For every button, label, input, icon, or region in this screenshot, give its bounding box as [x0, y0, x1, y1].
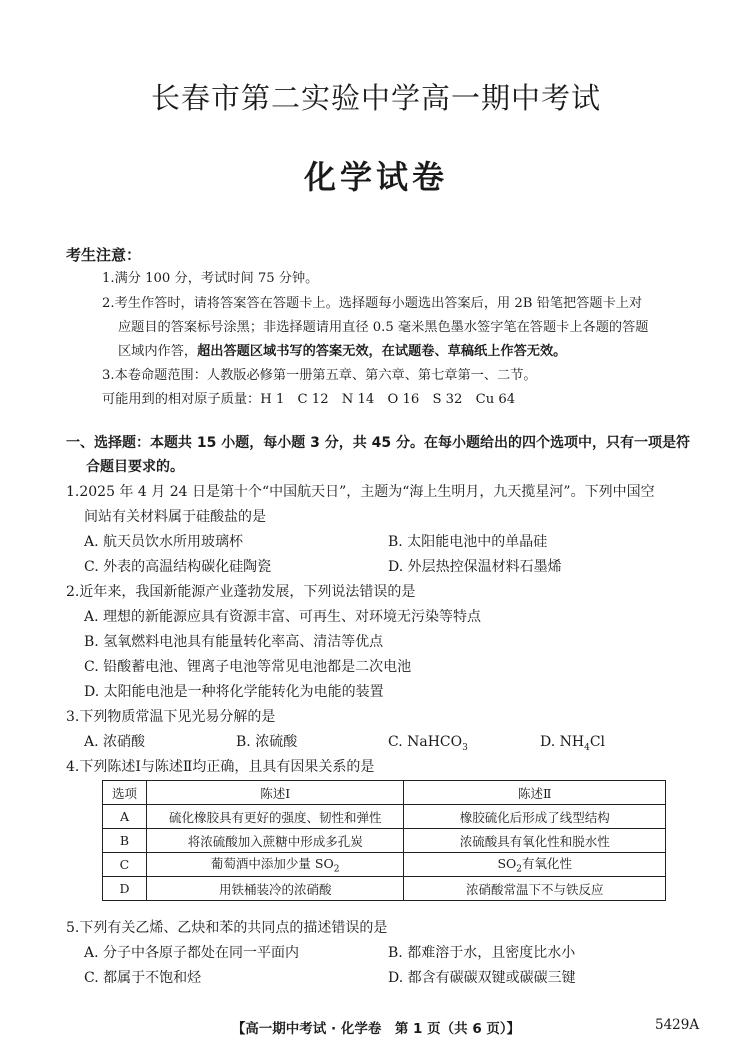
row-statement-2: 浓硫酸具有氧化性和脱水性 — [404, 829, 666, 853]
q1-stem-cont: 间站有关材料属于硅酸盐的是 — [84, 509, 266, 525]
subject-title: 化学试卷 — [303, 158, 448, 196]
q1-option-d: D. 外层热控保温材料石墨烯 — [388, 559, 562, 575]
row-c-s2-text: SO — [497, 856, 517, 872]
q2-option-a: A. 理想的新能源应具有资源丰富、可再生、对环境无污染等特点 — [84, 609, 482, 625]
q5-option-d: D. 都含有碳碳双键或碳碳三键 — [388, 970, 576, 986]
notice-item-2-cont: 应题目的答案标号涂黑；非选择题请用直径 0.5 毫米黑色墨水签字笔在答题卡上各题的答题 — [118, 320, 649, 335]
row-c-s2-sub: 2 — [516, 864, 522, 875]
notice-text: 区域内作答， — [118, 344, 198, 359]
q2-option-d: D. 太阳能电池是一种将化学能转化为电能的装置 — [84, 684, 384, 700]
notice-item-1: 1.满分 100 分，考试时间 75 分钟。 — [102, 271, 319, 286]
notice-emphasis: 超出答题区域书写的答案无效，在试题卷、草稿纸上作答无效。 — [197, 344, 567, 359]
exam-code: 5429A — [655, 1017, 700, 1033]
row-c-s2-suffix: 有氧化性 — [521, 856, 572, 872]
q5-option-a: A. 分子中各原子都处在同一平面内 — [84, 945, 300, 961]
section-heading: 一、选择题：本题共 15 小题，每小题 3 分，共 45 分。在每小题给出的四个选项中，只有一项是符 — [66, 435, 690, 451]
row-option: D — [103, 877, 147, 901]
q1-option-a: A. 航天员饮水所用玻璃杯 — [84, 534, 244, 550]
row-statement-2 — [404, 853, 666, 877]
q1-stem: 1.2025 年 4 月 24 日是第十个“中国航天日”，主题为“海上生明月，九天揽星河”。下列中国空 — [66, 484, 655, 500]
row-statement-1 — [146, 853, 404, 877]
q4-stem: 4.下列陈述Ⅰ与陈述Ⅱ均正确，且具有因果关系的是 — [66, 759, 375, 775]
row-c-s1-sub: 2 — [333, 864, 340, 875]
q1-option-c: C. 外表的高温结构碳化硅陶瓷 — [84, 559, 272, 575]
table-row — [103, 829, 666, 853]
q3-d-sub: 4 — [584, 742, 590, 753]
q4-table — [102, 780, 666, 901]
q3-option-a: A. 浓硝酸 — [84, 734, 146, 750]
q5-option-b: B. 都难溶于水，且密度比水小 — [388, 945, 576, 961]
q5-option-c: C. 都属于不饱和烃 — [84, 970, 202, 986]
q2-option-b: B. 氢氧燃料电池具有能量转化率高、清洁等优点 — [84, 634, 384, 650]
row-statement-2: 浓硝酸常温下不与铁反应 — [404, 877, 666, 901]
row-statement-1: 用铁桶装冷的浓硝酸 — [146, 877, 404, 901]
atomic-masses: 可能用到的相对原子质量：H 1 C 12 N 14 O 16 S 32 Cu 64 — [102, 392, 516, 407]
section-heading-cont: 合题目要求的。 — [86, 459, 184, 475]
q2-stem: 2.近年来，我国新能源产业蓬勃发展，下列说法错误的是 — [66, 584, 416, 600]
q3-option-c — [388, 732, 468, 758]
q3-c-sub: 3 — [462, 742, 468, 753]
q3-c-text: C. NaHCO — [388, 734, 463, 750]
q2-option-c: C. 铅酸蓄电池、锂离子电池等常见电池都是二次电池 — [84, 659, 412, 675]
school-title: 长春市第二实验中学高一期中考试 — [150, 81, 601, 115]
q3-option-b: B. 浓硫酸 — [236, 734, 298, 750]
row-statement-1: 硫化橡胶具有更好的强度、韧性和弹性 — [146, 805, 404, 829]
header-statement-2: 陈述Ⅱ — [404, 781, 666, 805]
table-row — [103, 853, 666, 877]
header-option: 选项 — [103, 781, 147, 805]
q3-stem: 3.下列物质常温下见光易分解的是 — [66, 709, 276, 725]
notice-item-2-end — [118, 342, 566, 362]
table-row — [103, 805, 666, 829]
notice-heading: 考生注意： — [66, 246, 142, 264]
notice-item-2: 2.考生作答时，请将答案答在答题卡上。选择题每小题选出答案后，用 2B 铅笔把答题卡上对 — [102, 296, 643, 311]
page-footer: 【高一期中考试 · 化学卷 第 1 页（共 6 页）】 — [231, 1021, 521, 1037]
q4-table-header — [103, 781, 666, 805]
row-statement-2: 橡胶硫化后形成了线型结构 — [404, 805, 666, 829]
q3-option-d — [540, 732, 605, 758]
row-c-s1-text: 葡萄酒中添加少量 SO — [210, 856, 334, 872]
row-option: A — [103, 805, 147, 829]
q3-d-suffix: Cl — [589, 734, 606, 750]
row-option: C — [103, 853, 147, 877]
q1-option-b: B. 太阳能电池中的单晶硅 — [388, 534, 548, 550]
row-option: B — [103, 829, 147, 853]
table-row — [103, 877, 666, 901]
q3-d-text: D. NH — [540, 734, 585, 750]
q5-stem: 5.下列有关乙烯、乙炔和苯的共同点的描述错误的是 — [66, 920, 388, 936]
row-statement-1: 将浓硫酸加入蔗糖中形成多孔炭 — [146, 829, 404, 853]
notice-item-3: 3.本卷命题范围：人教版必修第一册第五章、第六章、第七章第一、二节。 — [102, 368, 537, 383]
header-statement-1: 陈述Ⅰ — [146, 781, 404, 805]
